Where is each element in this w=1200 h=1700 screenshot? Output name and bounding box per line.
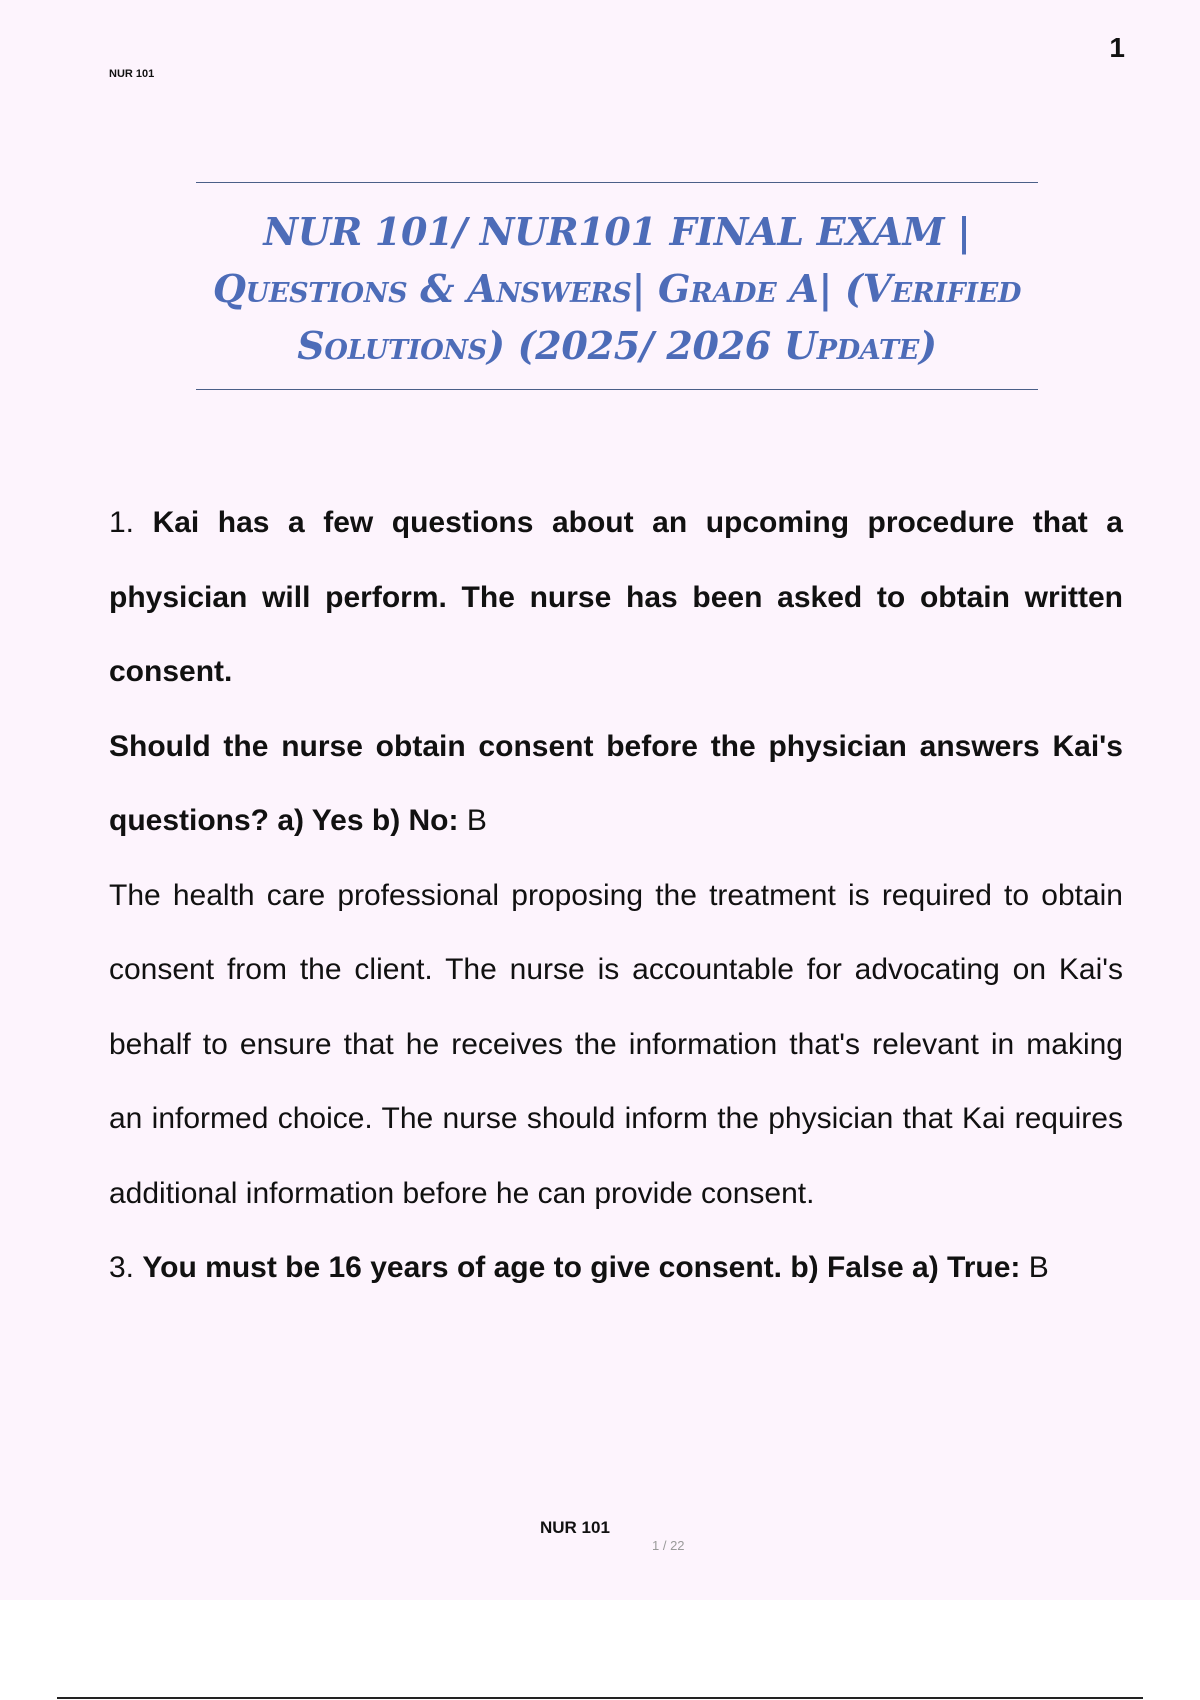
document-title <box>213 199 1021 374</box>
question-1-text: Kai has a few questions about an upcoming procedure that a physician will perform. The nurse has been asked to obtain written consent. <box>109 506 1123 688</box>
title-line-3: Solutions) (2025/ 2026 Update) <box>297 322 937 368</box>
question-3-answer: B <box>1028 1251 1049 1284</box>
question-1-prompt <box>109 486 1123 710</box>
title-line-2: Questions & Answers| Grade A| (Verified <box>212 265 1022 311</box>
question-1-question <box>109 710 1123 859</box>
footer-page-indicator: 1 / 22 <box>652 1538 685 1553</box>
document-body <box>109 486 1123 1306</box>
question-1-question-text: Should the nurse obtain consent before the physician answers Kai's questions? a) Yes b) No: <box>109 729 1123 837</box>
question-1-number: 1. <box>109 506 135 539</box>
footer-course-label: NUR 101 <box>540 1518 610 1537</box>
question-3-number: 3. <box>109 1251 135 1284</box>
title-block <box>196 182 1038 390</box>
question-3-prompt <box>109 1231 1123 1306</box>
question-1-answer: B <box>466 804 487 837</box>
title-line-1: NUR 101/ NUR101 FINAL EXAM | <box>263 208 971 254</box>
question-1-rationale: The health care professional proposing the treatment is required to obtain consent from the client. The nurse is accountable for advocating on Kai's behalf to ensure that he receives the information that's relevant in making an informed choice. The nurse should inform the physician that Kai requires additional information before he can provide consent. <box>109 878 1123 1210</box>
header-course-label: NUR 101 <box>109 68 155 80</box>
next-page-divider <box>57 1697 1143 1699</box>
question-3-text: You must be 16 years of age to give consent. b) False a) True: <box>142 1251 1021 1284</box>
page-number: 1 <box>1109 32 1125 63</box>
